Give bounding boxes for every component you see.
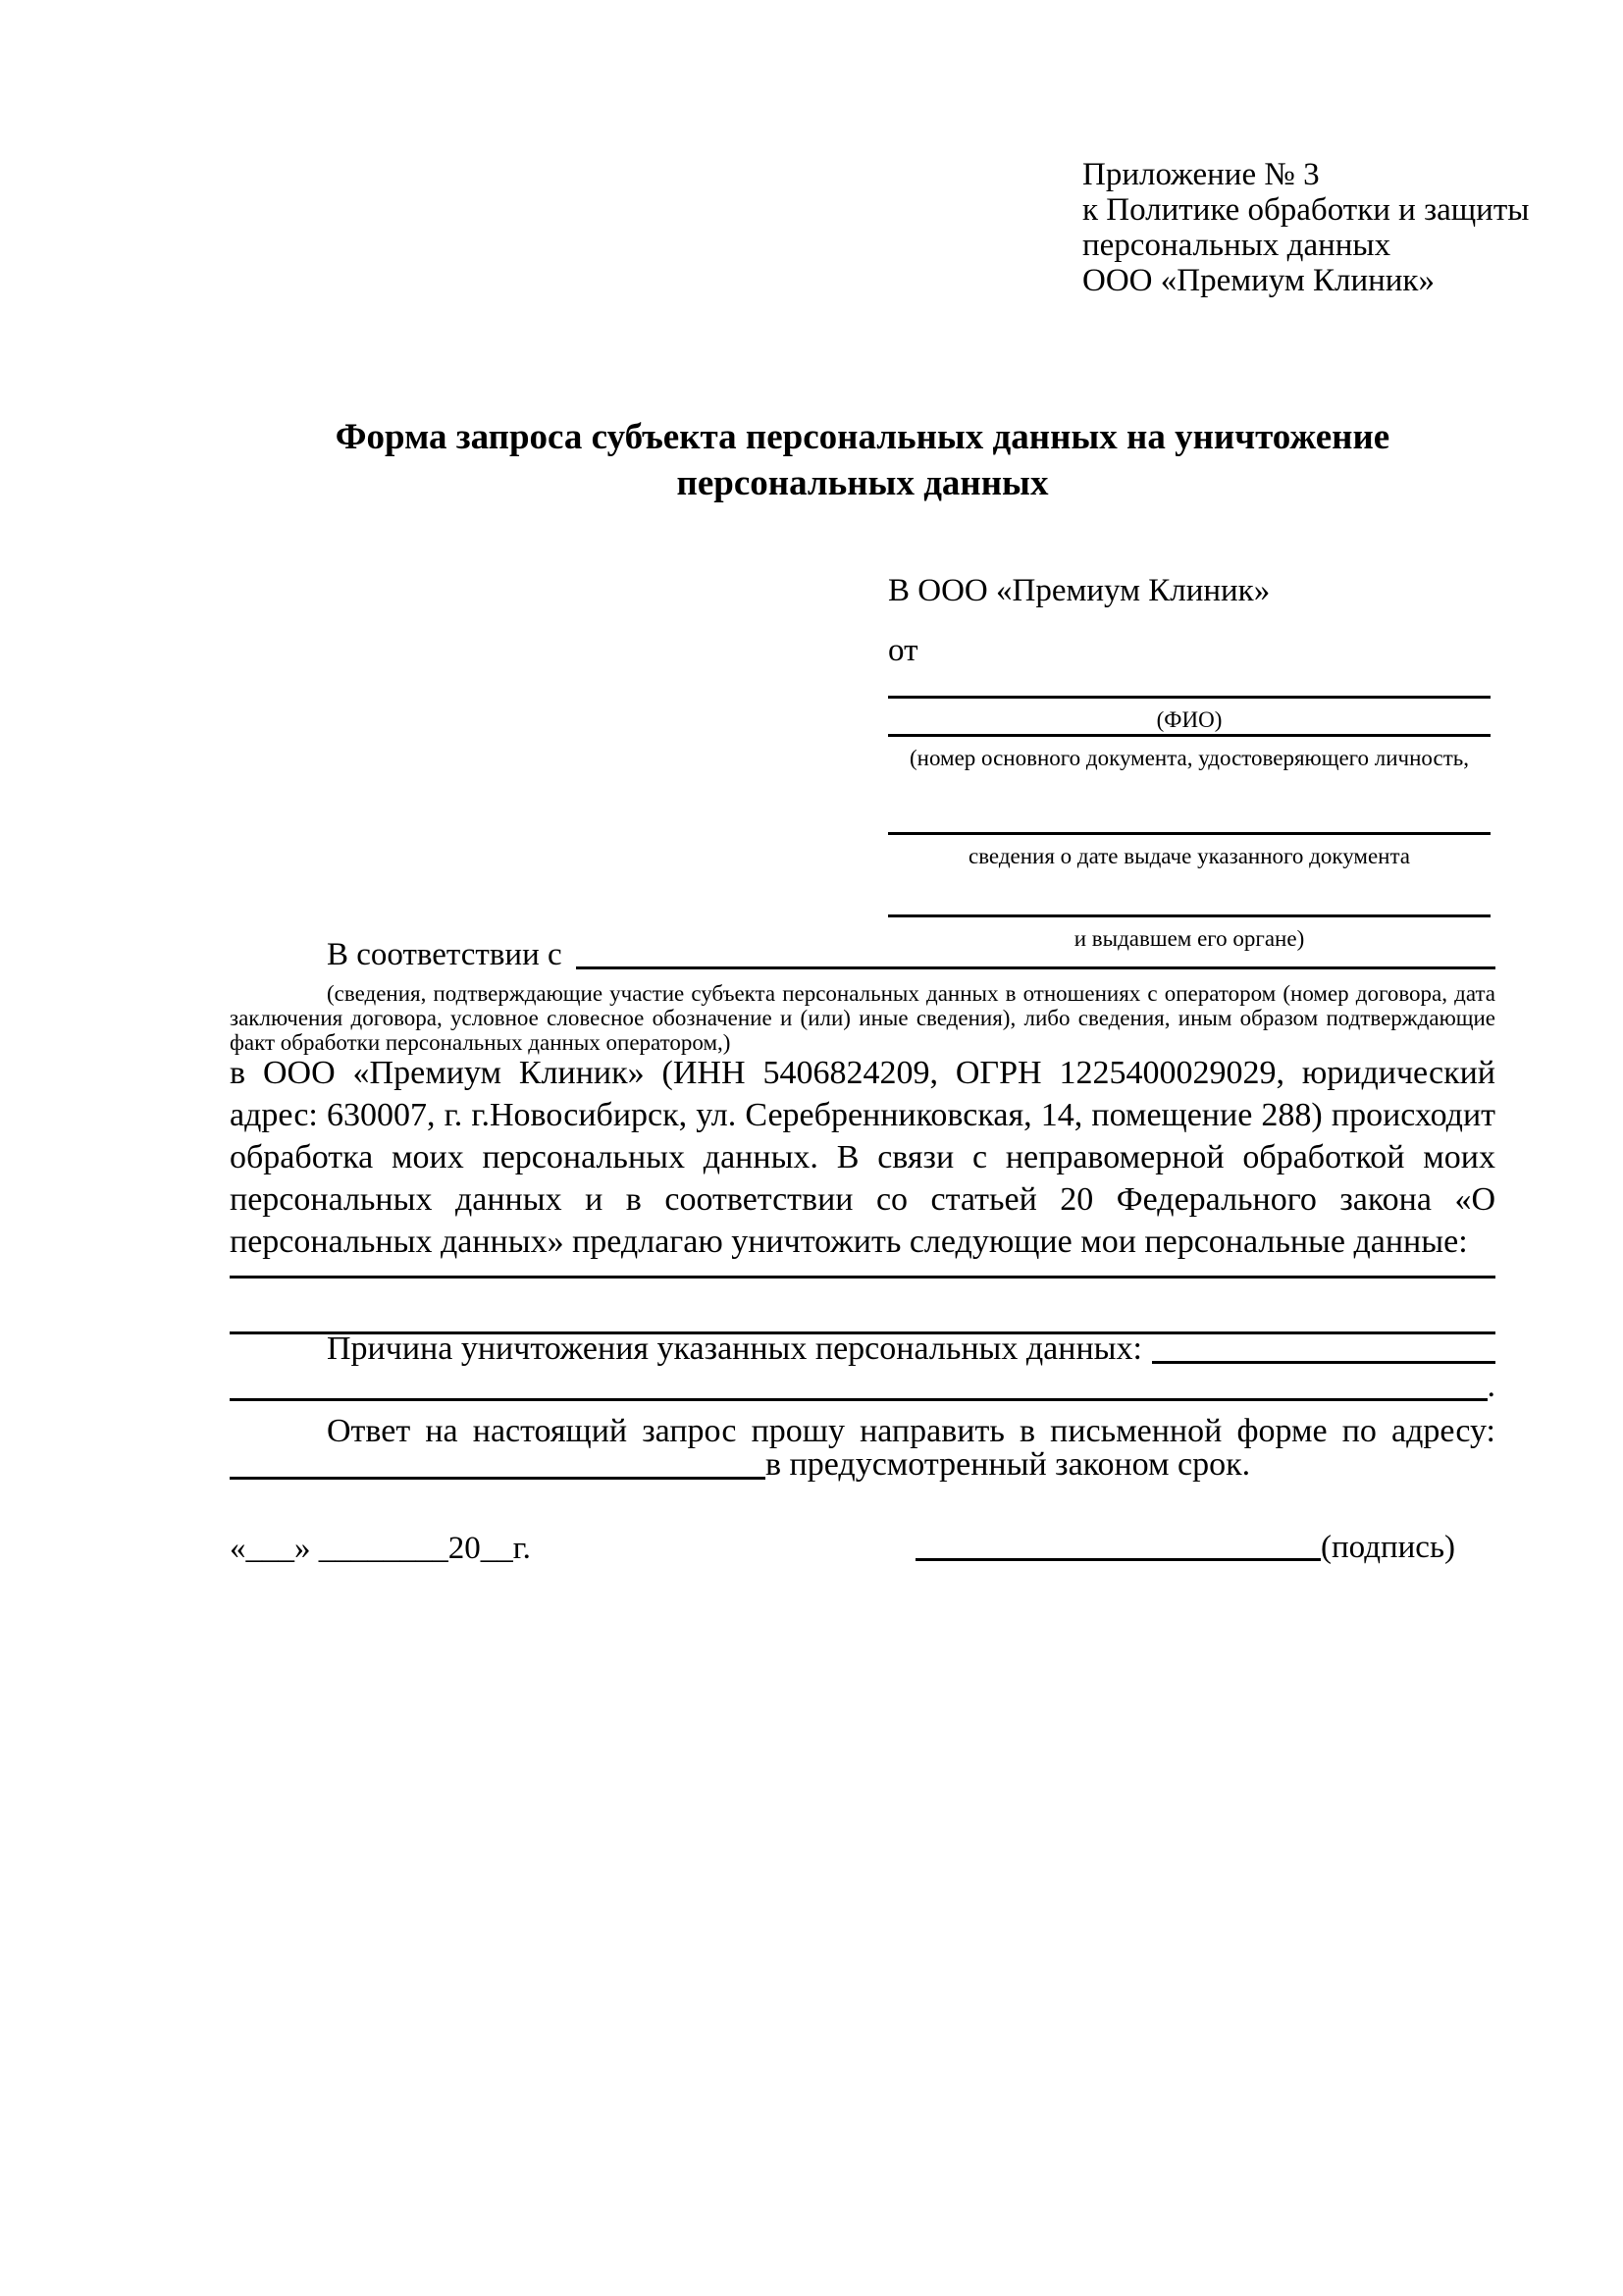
operator-paragraph: в ООО «Премиум Клиник» (ИНН 5406824209, ОГРН 1225400029029, юридический адрес: 630007, г. г.Новосибирск, ул. Серебренниковская, 14, помещение 288) происходит обработка моих персональных данных. В связи с неправомерной обработкой моих персональных данных и в соответствии со статьей 20 Федерального закона «О персональных данных» предлагаю уничтожить следующие мои персональные данные:: [230, 1055, 1495, 1260]
reason-continuation-row: [230, 1368, 1495, 1405]
reason-blank-line: [1152, 1361, 1495, 1364]
from-label: от: [888, 633, 918, 668]
date-line: «___» ________20__г.: [230, 1531, 531, 1566]
address-row: [230, 1446, 1495, 1484]
signature-group: [916, 1527, 1455, 1568]
issue-date-blank-line: [888, 832, 1491, 835]
appendix-line: ООО «Премиум Клиник»: [1082, 263, 1435, 298]
document-number-caption: (номер основного документа, удостоверяющего личность,: [909, 746, 1469, 770]
reason-label: Причина уничтожения указанных персональных данных:: [327, 1331, 1142, 1367]
appendix-header: [1082, 157, 1534, 298]
accordance-blank-line: [576, 966, 1495, 969]
recipient-organization: В ООО «Премиум Клиник»: [888, 573, 1271, 608]
document-number-blank-line: [888, 734, 1491, 737]
reason-blank-line-2: [230, 1398, 1488, 1401]
page-title-line-1: Форма запроса субъекта персональных данных на уничтожение: [335, 417, 1390, 457]
accordance-row: [230, 936, 1495, 973]
response-request: Ответ на настоящий запрос прошу направить в письменной форме по адресу:: [327, 1413, 1495, 1449]
issuing-authority-blank-line: [888, 914, 1491, 917]
date-signature-row: [230, 1527, 1495, 1570]
line-terminator: .: [1487, 1368, 1495, 1404]
accordance-label: В соответствии с: [327, 937, 562, 972]
address-blank-line: [230, 1477, 765, 1480]
appendix-line: Приложение № 3: [1082, 157, 1320, 192]
issuing-authority-caption: и выдавшем его органе): [1073, 926, 1305, 951]
page-title-line-2: персональных данных: [676, 463, 1049, 503]
issue-date-caption: сведения о дате выдаче указанного документа: [968, 844, 1411, 868]
appendix-line: к Политике обработки и защиты: [1082, 192, 1530, 228]
reason-row: [230, 1331, 1495, 1368]
fio-blank-line: [888, 696, 1491, 699]
recipient-block: [888, 571, 1491, 973]
appendix-line: персональных данных: [1082, 228, 1391, 263]
page-title: [230, 414, 1495, 506]
explanatory-note: (сведения, подтверждающие участие субъекта персональных данных в отношениях с оператором (номер договора, дата заключения договора, условное словесное обозначение и (или) иные сведения), либо сведения, иным образом подтверждающие факт обработки персональных данных оператором,): [230, 981, 1495, 1055]
data-blank-line-1: [230, 1276, 1495, 1278]
signature-blank-line: [916, 1558, 1321, 1561]
fio-caption: (ФИО): [1156, 707, 1223, 732]
signature-caption: (подпись): [1321, 1530, 1455, 1565]
response-tail: в предусмотренный законом срок.: [765, 1446, 1251, 1483]
